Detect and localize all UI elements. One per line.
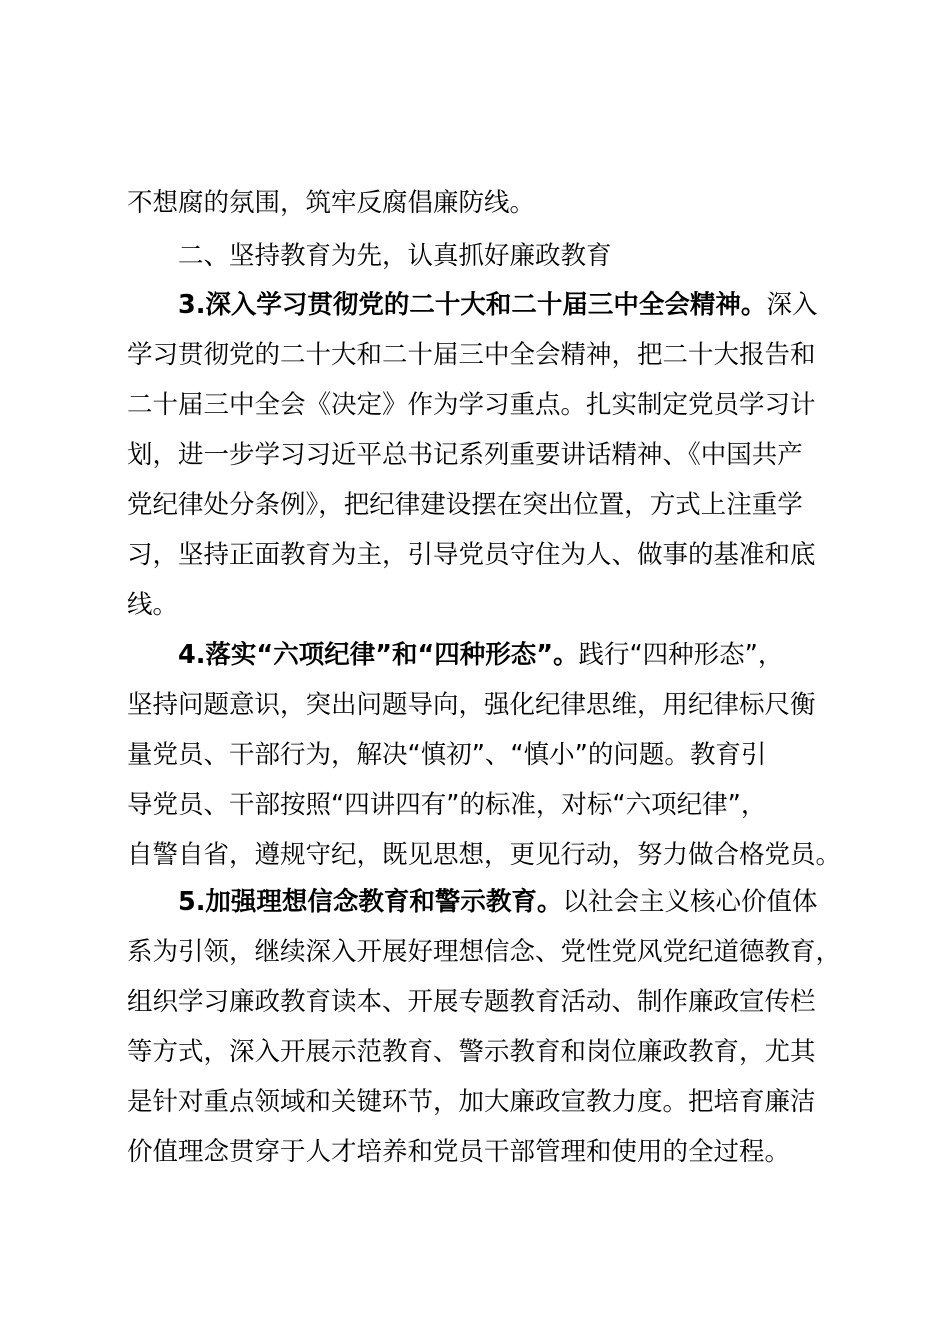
paragraph-4-line: 自警自省，遵规守纪，既见思想，更见行动，努力做合格党员。 xyxy=(127,840,842,870)
paragraph-3-line: 划，进一步学习习近平总书记系列重要讲话精神、《中国共产 xyxy=(127,440,803,470)
paragraph-3-line: 党纪律处分条例》，把纪律建设摆在突出位置，方式上注重学 xyxy=(127,490,803,520)
paragraph-4-line: 量党员、干部行为，解决“慎初”、“慎小”的问题。教育引 xyxy=(127,740,767,770)
paragraph-3-line: 二十届三中全会《决定》作为学习重点。扎实制定党员学习计 xyxy=(127,390,816,420)
paragraph-5-text: 以社会主义核心价值体 xyxy=(562,887,818,917)
paragraph-3-first-line xyxy=(178,289,817,321)
paragraph-5-line: 系为引领，继续深入开展好理想信念、党性党风党纪道德教育， xyxy=(127,937,842,967)
paragraph-continuation-line: 不想腐的氛围，筑牢反腐倡廉防线。 xyxy=(127,188,536,218)
paragraph-4-first-line xyxy=(178,639,783,671)
paragraph-5-first-line xyxy=(178,886,817,918)
paragraph-3-line: 学习贯彻党的二十大和二十届三中全会精神，把二十大报告和 xyxy=(127,340,816,370)
paragraph-4-line: 导党员、干部按照“四讲四有”的标准，对标“六项纪律”， xyxy=(127,790,767,820)
paragraph-5-line: 组织学习廉政教育读本、开展专题教育活动、制作廉政宣传栏 xyxy=(127,987,816,1017)
paragraph-4-heading: 4.落实“六项纪律”和“四种形态”。 xyxy=(178,640,579,670)
paragraph-4-text: 践行“四种形态”， xyxy=(578,640,784,670)
paragraph-3-line: 习，坚持正面教育为主，引导党员守住为人、做事的基准和底 xyxy=(127,540,816,570)
paragraph-4-line: 坚持问题意识，突出问题导向，强化纪律思维，用纪律标尺衡 xyxy=(127,690,816,720)
paragraph-5-line: 等方式，深入开展示范教育、警示教育和岗位廉政教育，尤其 xyxy=(127,1037,816,1067)
paragraph-3-heading: 3.深入学习贯彻党的二十大和二十届三中全会精神。 xyxy=(178,290,767,320)
paragraph-3-text: 深入 xyxy=(766,290,818,320)
section-heading: 二、坚持教育为先，认真抓好廉政教育 xyxy=(178,241,612,271)
paragraph-5-heading: 5.加强理想信念教育和警示教育。 xyxy=(178,887,563,917)
paragraph-3-line: 线。 xyxy=(127,590,179,620)
paragraph-5-line: 是针对重点领域和关键环节，加大廉政宣教力度。把培育廉洁 xyxy=(127,1087,816,1117)
paragraph-5-line: 价值理念贯穿于人才培养和党员干部管理和使用的全过程。 xyxy=(127,1137,791,1167)
